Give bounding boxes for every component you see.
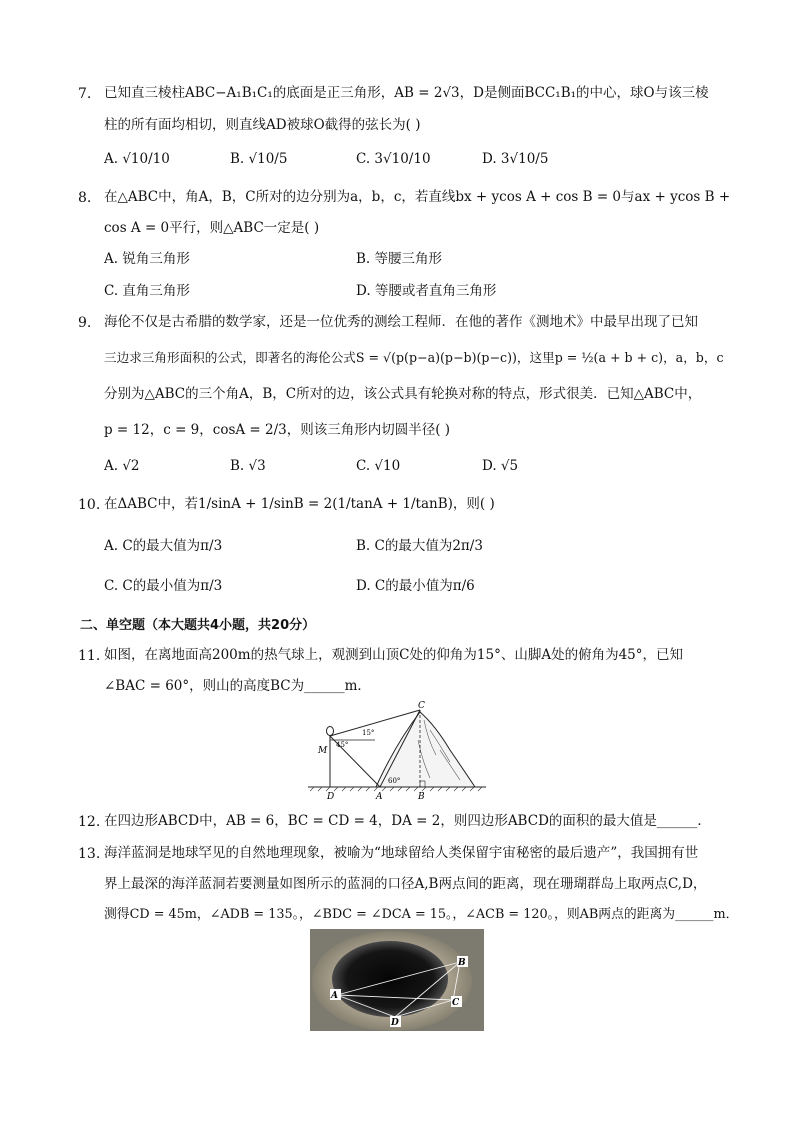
question-9-option-c: C. √10: [356, 458, 401, 474]
question-12-number: 12.: [78, 814, 101, 830]
question-10-option-d: D. C的最小值为π/6: [356, 578, 475, 594]
angle-15-label: 15°: [362, 729, 375, 737]
question-7-option-d: D. 3√10/5: [482, 151, 549, 167]
label-c: C: [418, 701, 425, 711]
question-10-option-c: C. C的最小值为π/3: [104, 578, 223, 594]
angle-45-label: 45°: [336, 741, 349, 749]
question-9-line-1: 海伦不仅是古希腊的数学家，还是一位优秀的测绘工程师．在他的著作《测地术》中最早出现了已知: [104, 314, 698, 330]
question-7-option-c: C. 3√10/10: [356, 151, 431, 167]
question-13-line-3: 测得CD = 45m，∠ADB = 135。，∠BDC = ∠DCA = 15。，∠ACB = 120。，则AB两点的距离为______m．: [104, 907, 739, 922]
question-11-line-2: ∠BAC = 60°，则山的高度BC为______m．: [104, 678, 371, 694]
label-b: B: [418, 792, 425, 802]
label-m: M: [318, 746, 328, 756]
question-9-line-4: p = 12，c = 9，cosA = 2/3，则该三角形内切圆半径( ): [104, 422, 451, 438]
label-c: C: [452, 998, 460, 1008]
blue-hole: [332, 941, 448, 1017]
balloon-icon: [327, 727, 334, 736]
question-8-line-1: 在△ABC中，角A，B，C所对的边分别为a，b，c，若直线bx + ycos A + cos B = 0与ax + ycos B +: [104, 189, 731, 205]
question-8-line-2: cos A = 0平行，则△ABC一定是( ): [104, 220, 320, 236]
question-11-line-1: 如图，在离地面高200m的热气球上，观测到山顶C处的仰角为15°、山脚A处的俯角为45°，已知: [104, 647, 684, 663]
label-d: D: [327, 792, 335, 802]
question-11-number: 11.: [78, 648, 101, 664]
question-8-number: 8.: [78, 190, 92, 206]
question-7-line-1: 已知直三棱柱ABC−A₁B₁C₁的底面是正三角形，AB = 2√3，D是侧面BCC₁B₁的中心，球O与该三棱: [104, 85, 709, 101]
question-13-line-1: 海洋蓝洞是地球罕见的自然地理现象，被喻为“地球留给人类保留宇宙秘密的最后遗产”，我国拥有世: [104, 845, 699, 861]
question-8-option-b: B. 等腰三角形: [356, 251, 443, 267]
mountain-shape: [376, 712, 475, 787]
question-10-number: 10.: [78, 497, 101, 513]
question-10-option-b: B. C的最大值为2π/3: [356, 538, 483, 554]
question-13-number: 13.: [78, 846, 101, 862]
question-13-line-2: 界上最深的海洋蓝洞若要测量如图所示的蓝洞的口径A,B两点间的距离，现在珊瑚群岛上取两点C,D，: [104, 876, 707, 892]
question-7-option-a: A. √10/10: [104, 151, 170, 167]
balloon-mountain-figure: [300, 700, 500, 802]
question-8-option-d: D. 等腰或者直角三角形: [356, 283, 497, 299]
blue-hole-figure: [310, 929, 484, 1031]
question-9-line-2: 三边求三角形面积的公式，即著名的海伦公式S = √(p(p−a)(p−b)(p−c))，这里p = ½(a + b + c)，a，b，c: [104, 350, 724, 365]
question-8-option-a: A. 锐角三角形: [104, 251, 190, 267]
question-12-line-1: 在四边形ABCD中，AB = 6，BC = CD = 4，DA = 2，则四边形ABCD的面积的最大值是______．: [104, 813, 711, 829]
question-9-option-b: B. √3: [230, 458, 266, 474]
question-9-number: 9.: [78, 315, 92, 331]
question-9-option-a: A. √2: [104, 458, 140, 474]
question-9-line-3: 分别为△ABC的三个角A，B，C所对的边，该公式具有轮换对称的特点，形式很美．已知△ABC中，: [104, 386, 702, 402]
question-7-number: 7.: [78, 86, 92, 102]
ground-hatching: [310, 787, 482, 791]
question-10-line-1: 在ΔABC中，若1/sinA + 1/sinB = 2(1/tanA + 1/tanB)，则( ): [104, 496, 495, 512]
question-9-option-d: D. √5: [482, 458, 519, 474]
question-7-line-2: 柱的所有面均相切，则直线AD被球O截得的弦长为( ): [104, 117, 421, 133]
angle-60-label: 60°: [388, 777, 401, 785]
question-10-option-a: A. C的最大值为π/3: [104, 538, 223, 554]
question-8-option-c: C. 直角三角形: [104, 283, 190, 299]
label-a: A: [376, 792, 383, 802]
label-d: D: [391, 1018, 399, 1028]
section-2-heading: 二、单空题（本大题共4小题，共20分）: [80, 618, 316, 633]
question-7-option-b: B. √10/5: [230, 151, 288, 167]
label-b: B: [458, 958, 466, 968]
label-a: A: [331, 991, 338, 1001]
